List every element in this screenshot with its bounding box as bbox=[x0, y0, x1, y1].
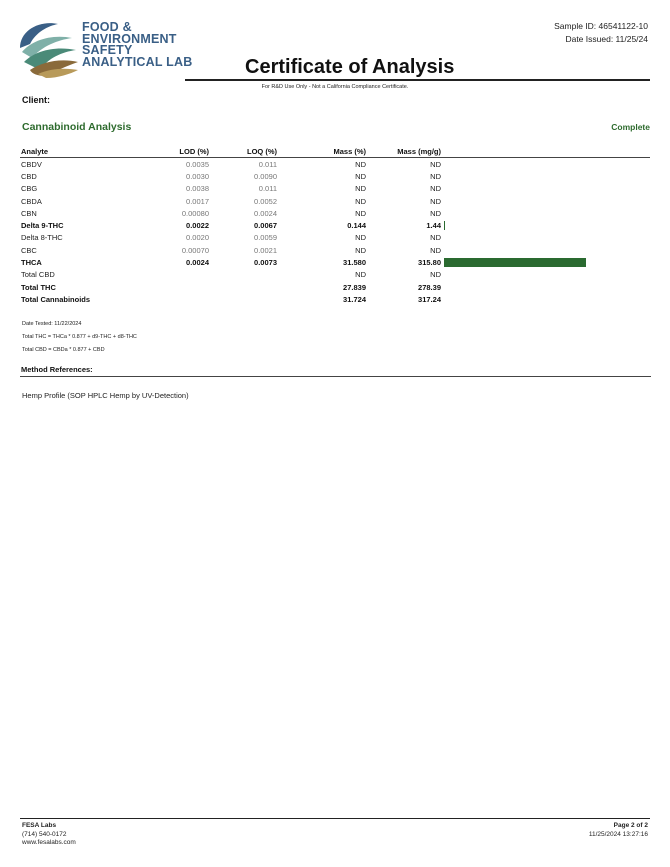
concentration-bar bbox=[444, 258, 586, 267]
disclaimer: For R&D Use Only - Not a California Compliance Certificate. bbox=[261, 84, 409, 90]
cell-lod bbox=[146, 269, 209, 281]
cell-analyte: CBDV bbox=[21, 159, 42, 169]
cell-lod: 0.0038 bbox=[186, 184, 209, 194]
cell-mass-pct: ND bbox=[355, 171, 366, 181]
cell-mass-mg: ND bbox=[430, 245, 441, 255]
cell-loq: 0.0067 bbox=[254, 221, 277, 231]
results-table bbox=[20, 146, 650, 306]
table-row bbox=[20, 244, 650, 256]
logo-mark-icon bbox=[20, 23, 78, 78]
section-title: Cannabinoid Analysis bbox=[22, 121, 132, 133]
page-title: Certificate of Analysis bbox=[245, 56, 455, 78]
website: www.fesalabs.com bbox=[22, 839, 76, 846]
notes bbox=[22, 318, 137, 357]
cell-mass-mg: ND bbox=[430, 208, 441, 218]
page-number: Page 2 of 2 bbox=[613, 822, 648, 829]
cell-bar bbox=[441, 293, 650, 305]
cell-loq bbox=[209, 293, 277, 305]
phone-number: (714) 540-0172 bbox=[22, 830, 67, 838]
column-header-analyte: Analyte bbox=[20, 146, 146, 158]
cell-loq: 0.011 bbox=[258, 159, 277, 169]
table-row bbox=[20, 281, 650, 293]
cell-bar bbox=[441, 195, 650, 207]
cell-bar bbox=[441, 158, 650, 171]
concentration-bar bbox=[444, 221, 445, 230]
cell-bar bbox=[441, 219, 650, 231]
print-timestamp: 11/25/2024 13:27:16 bbox=[588, 830, 648, 838]
table-row bbox=[20, 170, 650, 182]
cell-analyte: THCA bbox=[21, 258, 42, 268]
cell-loq: 0.011 bbox=[258, 184, 277, 194]
cell-analyte: Total THC bbox=[21, 282, 56, 292]
cell-mass-pct: ND bbox=[355, 233, 366, 243]
sample-id: Sample ID: 46541122-10 bbox=[554, 21, 648, 31]
table-row bbox=[20, 293, 650, 305]
cell-mass-mg: 317.24 bbox=[418, 294, 441, 304]
table-row bbox=[20, 232, 650, 244]
cell-mass-pct: 27.839 bbox=[343, 282, 366, 292]
table-row bbox=[20, 256, 650, 268]
cell-mass-pct: ND bbox=[355, 208, 366, 218]
table-row bbox=[20, 269, 650, 281]
column-header-mass-pct: Mass (%) bbox=[277, 146, 366, 158]
cell-analyte: CBN bbox=[21, 208, 37, 218]
logo-wordmark: FOOD & ENVIRONMENT SAFETY ANALYTICAL LAB bbox=[82, 20, 193, 69]
cell-mass-pct: ND bbox=[355, 270, 366, 280]
total-thc-formula: Total THC = THCa * 0.877 + d9-THC + d8-THC bbox=[22, 334, 137, 340]
cell-lod: 0.00070 bbox=[181, 245, 209, 255]
method-reference-text: Hemp Profile (SOP HPLC Hemp by UV-Detection) bbox=[22, 391, 189, 400]
cell-analyte: CBDA bbox=[21, 196, 42, 206]
cell-analyte: CBC bbox=[21, 245, 37, 255]
cell-mass-pct: 31.580 bbox=[343, 258, 366, 268]
cell-lod: 0.0030 bbox=[186, 171, 209, 181]
cell-bar bbox=[441, 281, 650, 293]
cell-analyte: CBG bbox=[21, 184, 38, 194]
cell-mass-pct: 0.144 bbox=[347, 221, 366, 231]
cell-bar bbox=[441, 170, 650, 182]
cell-mass-mg: ND bbox=[430, 171, 441, 181]
cell-analyte: Total Cannabinoids bbox=[21, 294, 91, 304]
cell-loq: 0.0021 bbox=[254, 245, 277, 255]
table-row bbox=[20, 158, 650, 171]
cell-bar bbox=[441, 244, 650, 256]
column-header-bar bbox=[441, 146, 650, 158]
cell-mass-pct: ND bbox=[355, 184, 366, 194]
cell-mass-mg: ND bbox=[430, 233, 441, 243]
cell-analyte: Total CBD bbox=[21, 270, 55, 280]
column-header-loq: LOQ (%) bbox=[209, 146, 277, 158]
cell-lod: 0.0022 bbox=[186, 221, 209, 231]
cell-loq bbox=[209, 281, 277, 293]
cell-mass-mg: 315.80 bbox=[418, 258, 441, 268]
cell-loq: 0.0073 bbox=[254, 258, 277, 268]
client-label: Client: bbox=[22, 95, 50, 105]
footer-divider bbox=[20, 818, 650, 819]
company-name: FESA Labs bbox=[22, 822, 57, 829]
status-badge: Complete bbox=[611, 122, 650, 132]
cell-lod: 0.0035 bbox=[186, 159, 209, 169]
total-cbd-formula: Total CBD = CBDa * 0.877 + CBD bbox=[22, 347, 105, 353]
cell-lod bbox=[146, 281, 209, 293]
cell-mass-mg: ND bbox=[430, 270, 441, 280]
cell-analyte: Delta 8-THC bbox=[21, 233, 63, 243]
title-divider bbox=[185, 79, 650, 81]
cell-mass-mg: ND bbox=[430, 196, 441, 206]
column-header-lod: LOD (%) bbox=[146, 146, 209, 158]
table-header-row bbox=[20, 146, 650, 158]
table-row bbox=[20, 183, 650, 195]
cell-bar bbox=[441, 232, 650, 244]
cell-mass-mg: 1.44 bbox=[426, 221, 441, 231]
cell-lod: 0.0017 bbox=[186, 196, 209, 206]
date-issued: Date Issued: 11/25/24 bbox=[565, 34, 648, 44]
cell-mass-pct: ND bbox=[355, 245, 366, 255]
table-row bbox=[20, 219, 650, 231]
cell-mass-mg: ND bbox=[430, 159, 441, 169]
column-header-mass-mg: Mass (mg/g) bbox=[366, 146, 441, 158]
cell-mass-mg: ND bbox=[430, 184, 441, 194]
footer-page-info bbox=[589, 822, 648, 839]
cell-loq: 0.0090 bbox=[254, 171, 277, 181]
cell-mass-pct: ND bbox=[355, 159, 366, 169]
cell-loq: 0.0024 bbox=[254, 208, 277, 218]
cell-mass-pct: ND bbox=[355, 196, 366, 206]
date-tested: Date Tested: 11/22/2024 bbox=[22, 321, 82, 327]
cell-lod bbox=[146, 293, 209, 305]
cell-analyte: Delta 9-THC bbox=[21, 221, 64, 231]
cell-analyte: CBD bbox=[21, 171, 37, 181]
cell-bar bbox=[441, 207, 650, 219]
cell-lod: 0.0020 bbox=[186, 233, 209, 243]
cell-loq bbox=[209, 269, 277, 281]
cell-mass-mg: 278.39 bbox=[418, 282, 441, 292]
cell-bar bbox=[441, 256, 650, 268]
cell-mass-pct: 31.724 bbox=[343, 294, 366, 304]
table-row bbox=[20, 195, 650, 207]
sample-info bbox=[554, 20, 648, 46]
cell-lod: 0.00080 bbox=[181, 208, 209, 218]
method-references-heading: Method References: bbox=[20, 365, 651, 377]
cell-loq: 0.0059 bbox=[254, 233, 277, 243]
table-row bbox=[20, 207, 650, 219]
footer-contact bbox=[22, 822, 76, 848]
cell-bar bbox=[441, 269, 650, 281]
cell-bar bbox=[441, 183, 650, 195]
cell-lod: 0.0024 bbox=[186, 258, 209, 268]
cell-loq: 0.0052 bbox=[254, 196, 277, 206]
